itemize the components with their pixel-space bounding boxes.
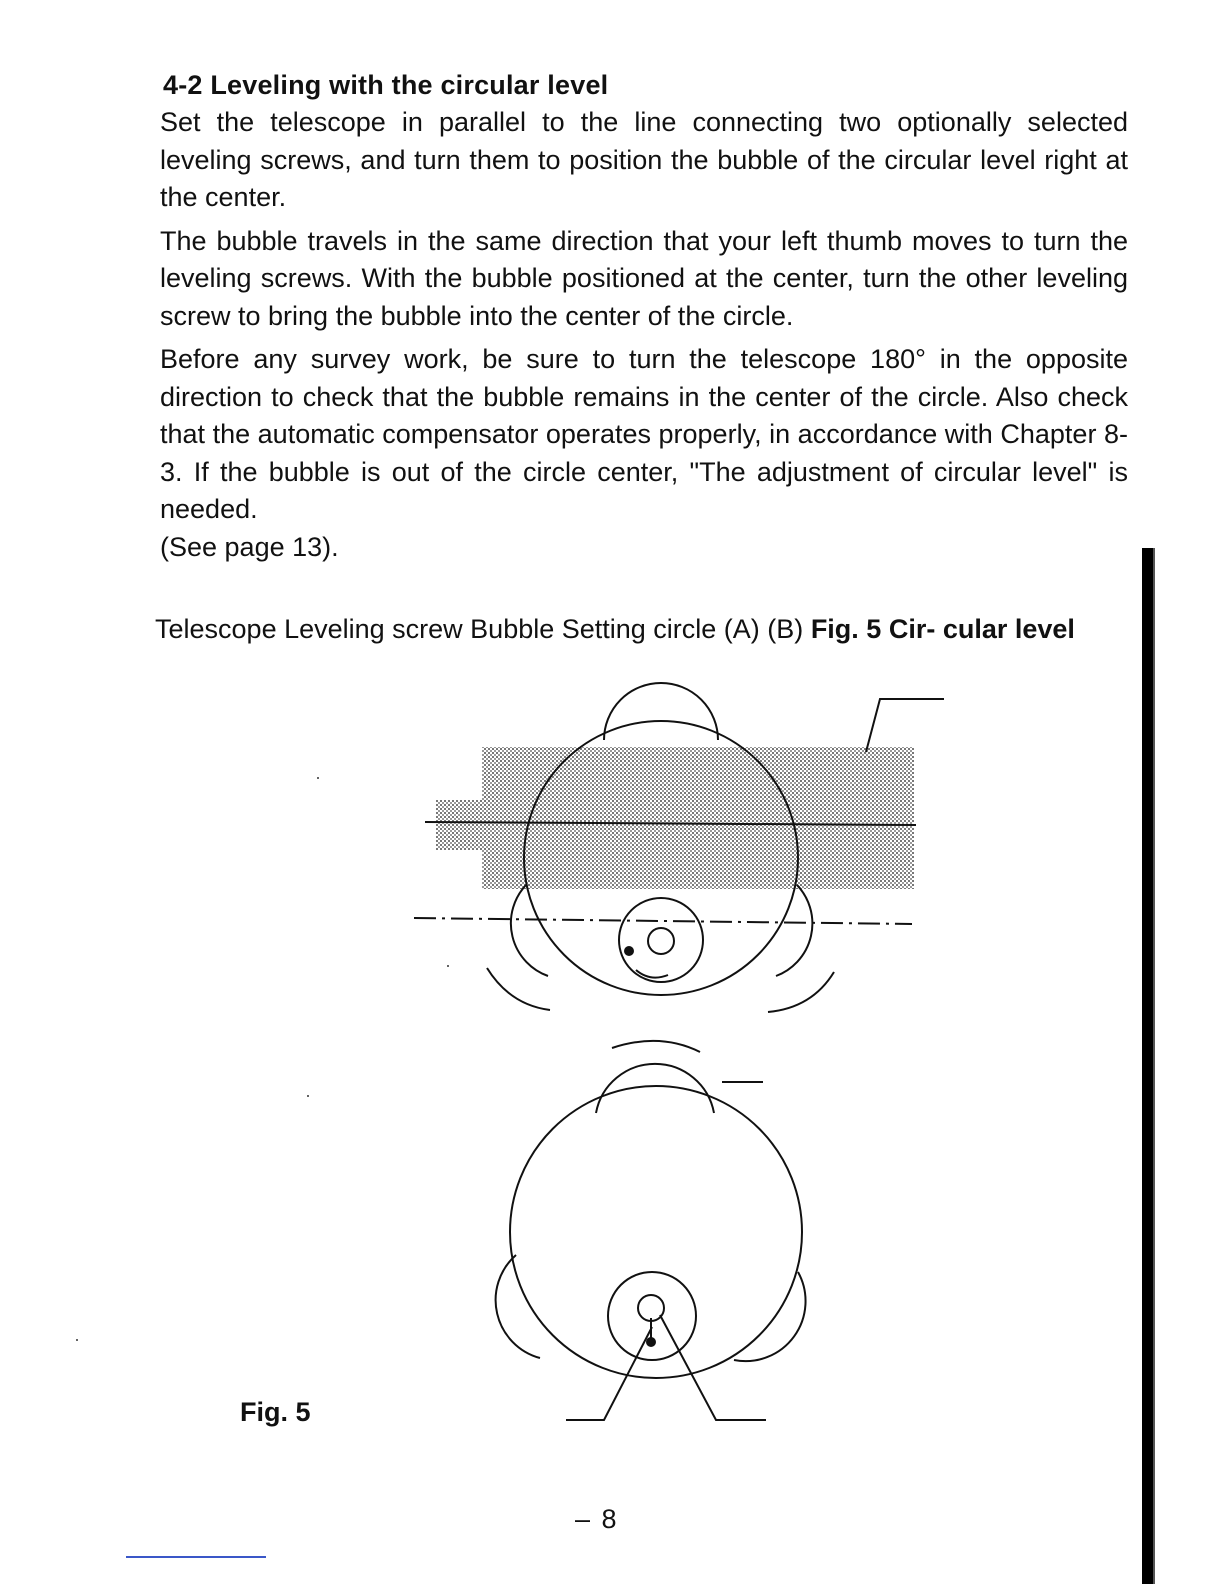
paragraph-4: (See page 13). — [160, 531, 339, 562]
telescope-body — [482, 747, 914, 889]
setting-circle-leader-line — [660, 1315, 766, 1420]
page-edge-rule-inner — [1153, 548, 1155, 1584]
leveling-screw-left-b — [496, 1255, 540, 1358]
telescope-leader-line — [866, 699, 944, 752]
bubble-leader-line — [566, 1327, 652, 1420]
leveling-screw-top — [604, 683, 718, 740]
bubble-dot-a — [624, 946, 634, 956]
rotation-arrow-top — [612, 1041, 700, 1052]
diagram-b — [496, 1041, 806, 1420]
paragraph-3: Before any survey work, be sure to turn the telescope 180° in the opposite direction to check that the bubble remains in the center of the circle. Also check that the automatic compensator operates properly, in accordance with Chapter 8-3. If the bubble is out of the circle center, "The adjustment of circular level" is needed. — [160, 344, 1128, 524]
setting-circle — [648, 928, 674, 954]
telescope-eyepiece — [436, 800, 484, 850]
leveling-screw-right — [776, 885, 812, 976]
bottom-underline — [126, 1556, 266, 1558]
base-circle-b — [510, 1086, 802, 1378]
figure-caption: Fig. 5 Cir- cular level — [810, 614, 1075, 644]
center-line-dashed — [414, 918, 912, 924]
paragraph-2: The bubble travels in the same direction that your left thumb moves to turn the leveling screws. With the bubble positioned at the center, turn the other leveling screw to bring the bubble into the center of the circle. — [160, 225, 1128, 331]
figure-label: Fig. 5 — [240, 1397, 311, 1427]
diagram-a — [414, 683, 944, 1012]
figure-labels-text: Telescope Leveling screw Bubble Setting circle (A) (B) — [155, 614, 804, 644]
level-vial-circle — [619, 898, 703, 982]
page-number: – 8 — [575, 1504, 619, 1534]
section-heading: 4-2 Leveling with the circular level — [163, 70, 609, 100]
scan-specks — [76, 777, 449, 1341]
leveling-screw-top-b — [596, 1064, 714, 1113]
paragraph-1: Set the telescope in parallel to the line connecting two optionally selected leveling screws, and turn them to position the bubble of the circular level right at the center. — [160, 107, 1128, 212]
rotation-arrow-right — [768, 972, 834, 1012]
rotation-arrow-left — [487, 968, 550, 1010]
bubble-dot-b — [646, 1337, 656, 1347]
